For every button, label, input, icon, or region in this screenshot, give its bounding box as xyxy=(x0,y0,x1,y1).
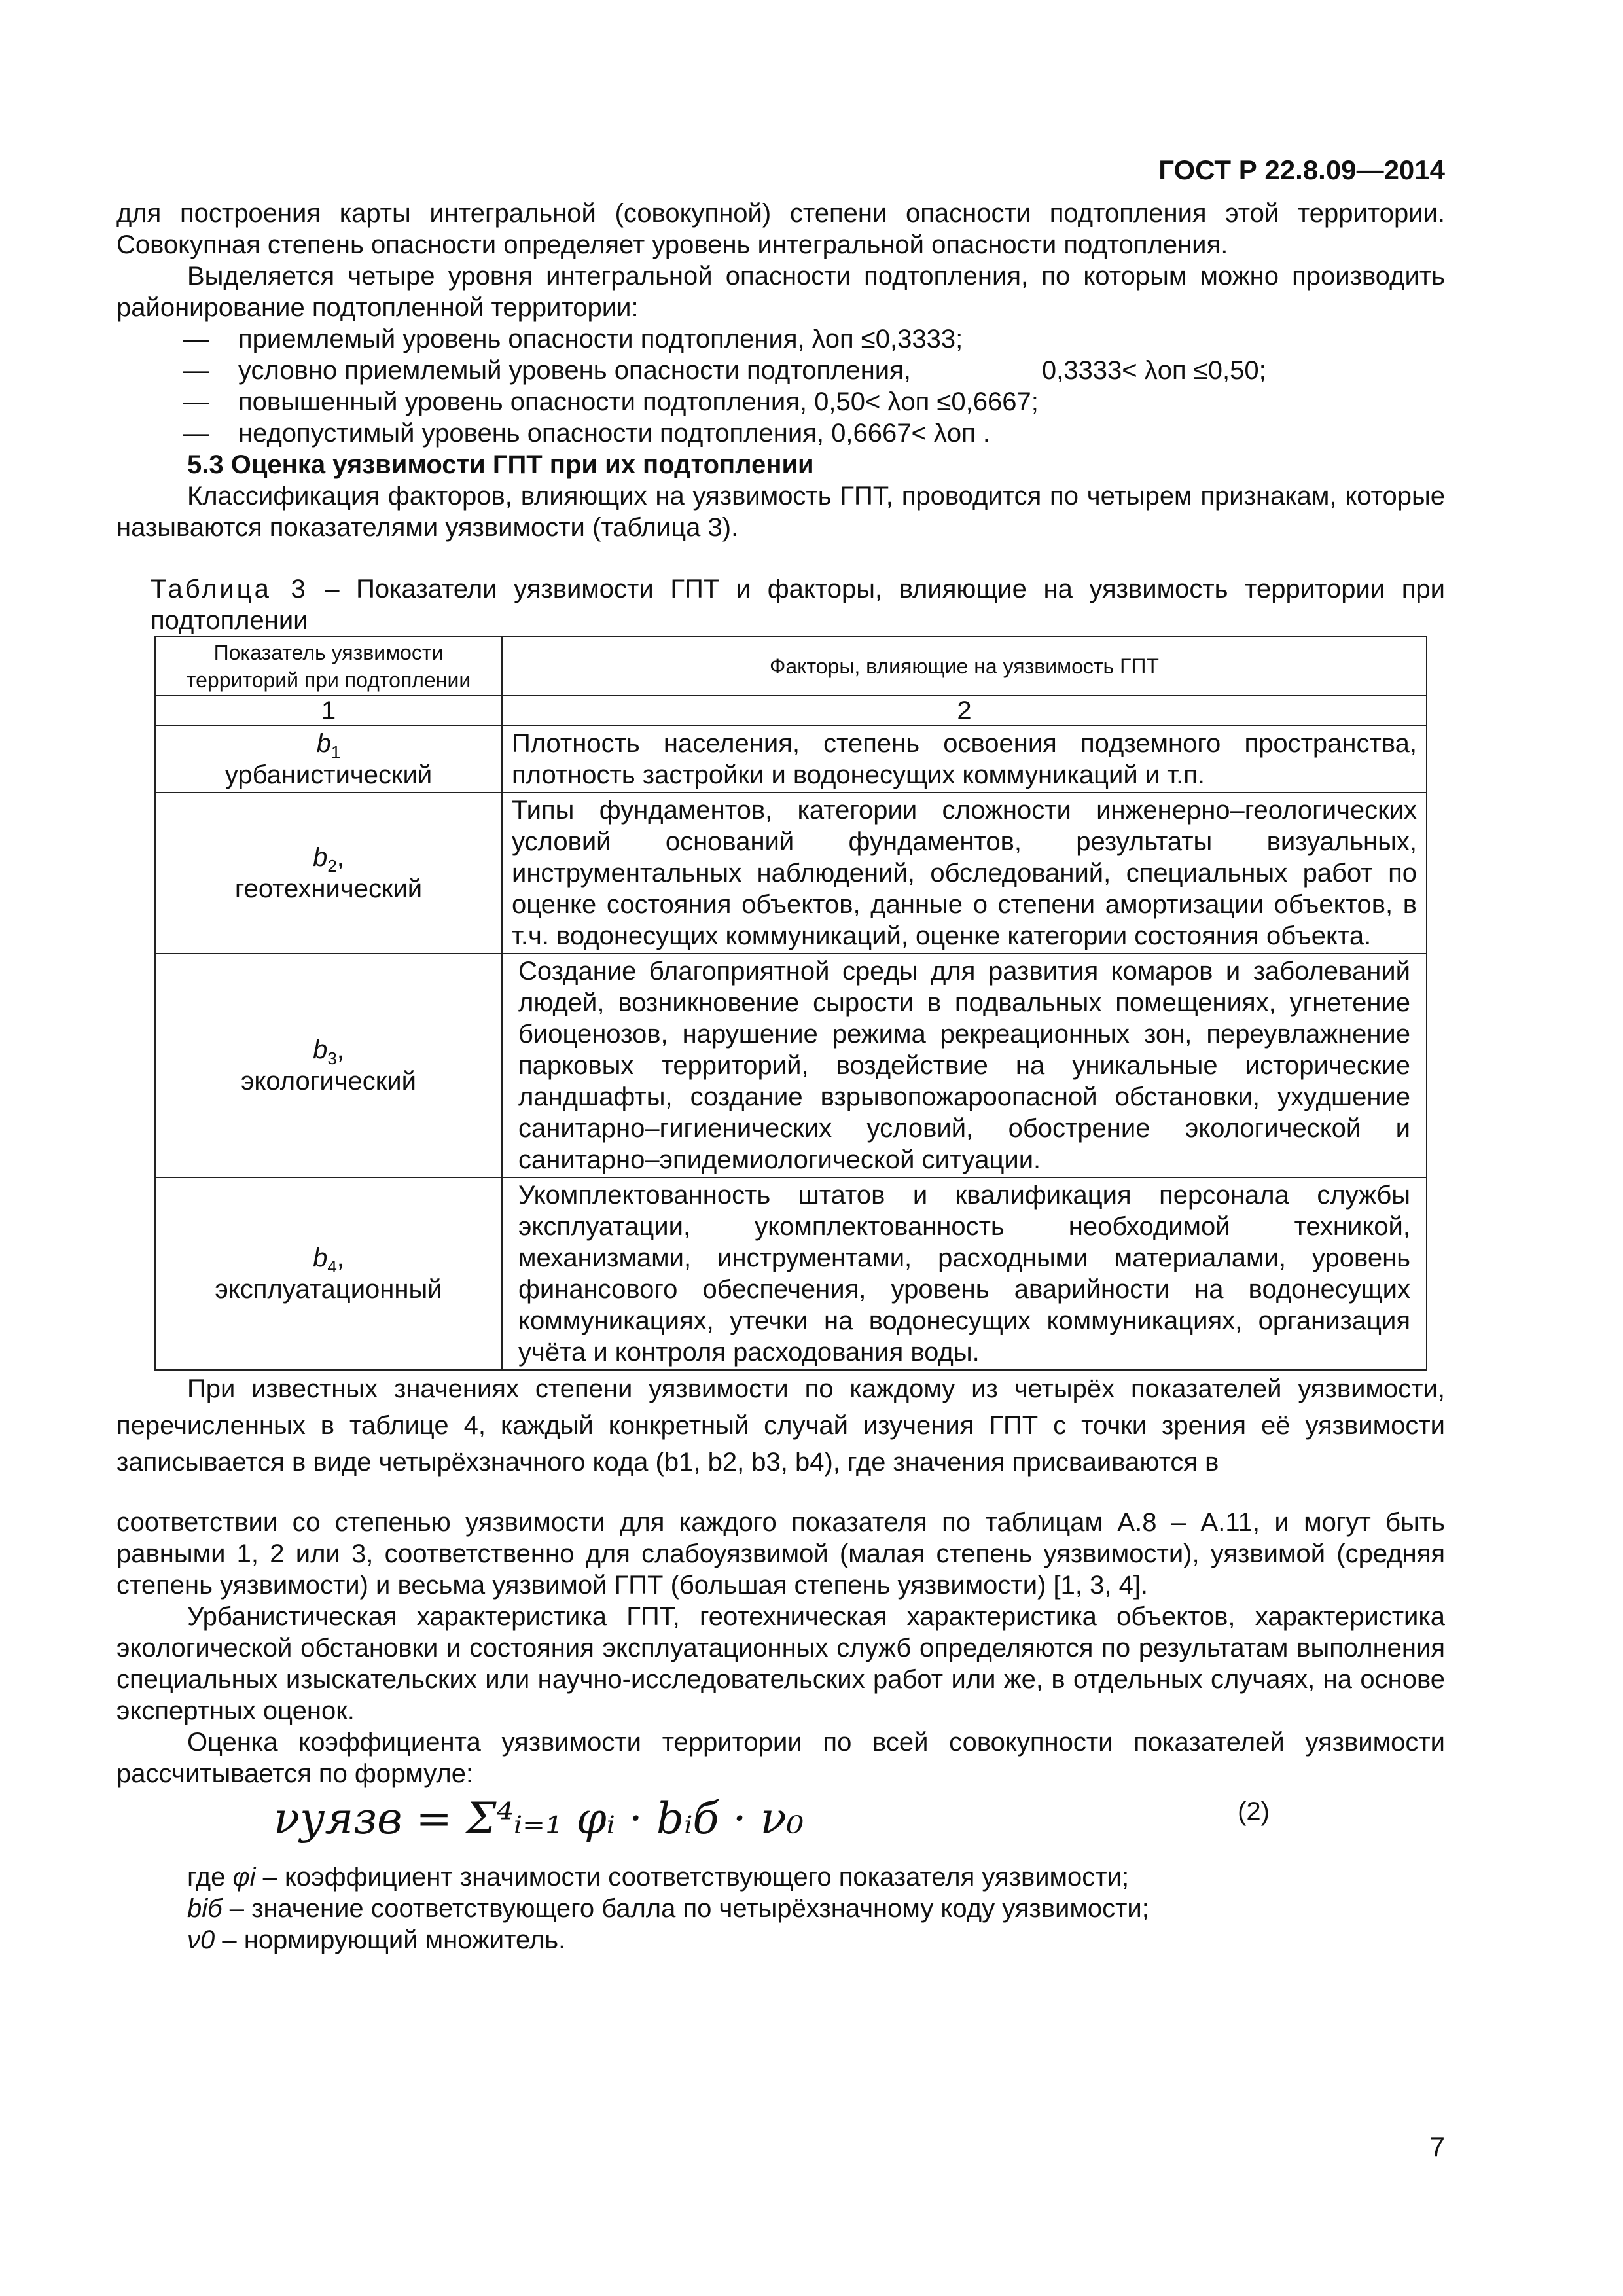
formula-block xyxy=(116,1789,1445,1861)
where-list xyxy=(116,1861,1445,1956)
list-item: — условно приемлемый уровень опасности подтопления, 0,3333< λоп ≤0,50; xyxy=(183,356,1266,385)
indicator-cell: $b_2$, геотехнический xyxy=(155,793,502,954)
table-caption: Таблица 3 – Показатели уязвимости ГПТ и факторы, влияющие на уязвимость территории при подтоплении xyxy=(151,575,1445,635)
list-item: — недопустимый уровень опасности подтопления, 0,6667< λоп . xyxy=(183,419,991,448)
indicator-cell: $b_1$ урбанистический xyxy=(155,726,502,793)
list-item: — приемлемый уровень опасности подтопления, λоп ≤0,3333; xyxy=(183,325,963,353)
list-item: ν0 – нормирующий множитель. xyxy=(187,1926,566,1954)
table-header-cell: Факторы, влияющие на уязвимость ГПТ xyxy=(502,637,1427,696)
table-header-cell: Показатель уязвимости территорий при подтоплении xyxy=(155,637,502,696)
indicator-cell: $b_3$, экологический xyxy=(155,954,502,1177)
table-header-row xyxy=(155,637,1427,696)
formula-number: (2) xyxy=(1238,1797,1270,1826)
page-number: 7 xyxy=(1429,2131,1445,2162)
section-title: 5.3 Оценка уязвимости ГПТ при их подтоплении xyxy=(187,450,814,479)
paragraph-6: Оценка коэффициента уязвимости территории по всей совокупности показателей уязвимости рассчитывается по формуле: xyxy=(116,1728,1445,1788)
levels-list xyxy=(116,323,1445,449)
paragraph-1: для построения карты интегральной (совокупной) степени опасности подтопления этой территории. Совокупная степень опасности определяет уровень интегральной опасности подтопления. xyxy=(116,199,1445,259)
table-row xyxy=(155,1177,1427,1370)
factors-cell: Создание благоприятной среды для развития комаров и заболеваний людей, возникновение сырости в подвальных помещениях, угнетение биоценозов, нарушение режима рекреационных зон, переувлажнение парковых территорий, воздействие на уникальные исторические ландшафты, создание взрывопожароопасной обстановки, ухудшение санитарно–гигиенических условий, обострение экологической и санитарно–эпидемиологической ситуации. xyxy=(502,954,1427,1177)
indicator-cell: $b_4$, эксплуатационный xyxy=(155,1177,502,1370)
paragraph-4a: При известных значениях степени уязвимости по каждому из четырёх показателей уязвимости, перечисленных в таблице 4, каждый конкретный случай изучения ГПТ с точки зрения её уязвимости записывается в виде четырёхзначного кода (b1, b2, b3, b4), где значения присваиваются в xyxy=(116,1374,1445,1477)
paragraph-2: Выделяется четыре уровня интегральной опасности подтопления, по которым можно производить районирование подтопленной территории: xyxy=(116,262,1445,322)
list-item: biб – значение соответствующего балла по четырёхзначному коду уязвимости; xyxy=(187,1894,1149,1923)
list-item: где φi – коэффициент значимости соответствующего показателя уязвимости; xyxy=(187,1863,1130,1892)
factors-cell: Плотность населения, степень освоения подземного пространства, плотность застройки и водонесущих коммуникаций и т.п. xyxy=(502,726,1427,793)
factors-cell: Укомплектованность штатов и квалификация персонала службы эксплуатации, укомплектованность необходимой техникой, механизмами, инструментами, расходными материалами, уровень финансового обеспечения, уровень аварийности на водонесущих коммуникациях, утечки на водонесущих коммуникациях, организация учёта и контроля расходования воды. xyxy=(502,1177,1427,1370)
table-row xyxy=(155,793,1427,954)
table-number-cell: 2 xyxy=(502,696,1427,726)
vulnerability-table xyxy=(154,636,1427,1371)
table-number-row xyxy=(155,696,1427,726)
table-row xyxy=(155,954,1427,1177)
page-body xyxy=(116,151,1445,1956)
table-number-cell: 1 xyxy=(155,696,502,726)
paragraph-4b: соответствии со степенью уязвимости для каждого показателя по таблицам А.8 – А.11, и могут быть равными 1, 2 или 3, соответственно для слабоуязвимой (малая степень уязвимости), уязвимой (средняя степень уязвимости) и весьма уязвимой ГПТ (большая степень уязвимости) [1, 3, 4]. xyxy=(116,1508,1445,1600)
paragraph-3: Классификация факторов, влияющих на уязвимость ГПТ, проводится по четырем признакам, которые называются показателями уязвимости (таблица 3). xyxy=(116,482,1445,542)
document-header: ГОСТ Р 22.8.09—2014 xyxy=(1158,154,1445,185)
table-row xyxy=(155,726,1427,793)
list-item: — повышенный уровень опасности подтопления, 0,50< λоп ≤0,6667; xyxy=(183,387,1039,416)
factors-cell: Типы фундаментов, категории сложности инженерно–геологических условий оснований фундаментов, результаты визуальных, инструментальных наблюдений, обследований, специальных работ по оценке состояния объектов, данные о степени амортизации объектов, в т.ч. водонесущих коммуникаций, оценке категории состояния объекта. xyxy=(502,793,1427,954)
formula: νуязв = Σ⁴ᵢ₌₁ φᵢ · bᵢб · ν₀ xyxy=(274,1793,804,1844)
paragraph-5: Урбанистическая характеристика ГПТ, геотехническая характеристика объектов, характеристика экологической обстановки и состояния эксплуатационных служб определяются по результатам выполнения специальных изыскательских или научно-исследовательских работ или же, в отдельных случаях, на основе экспертных оценок. xyxy=(116,1602,1445,1725)
